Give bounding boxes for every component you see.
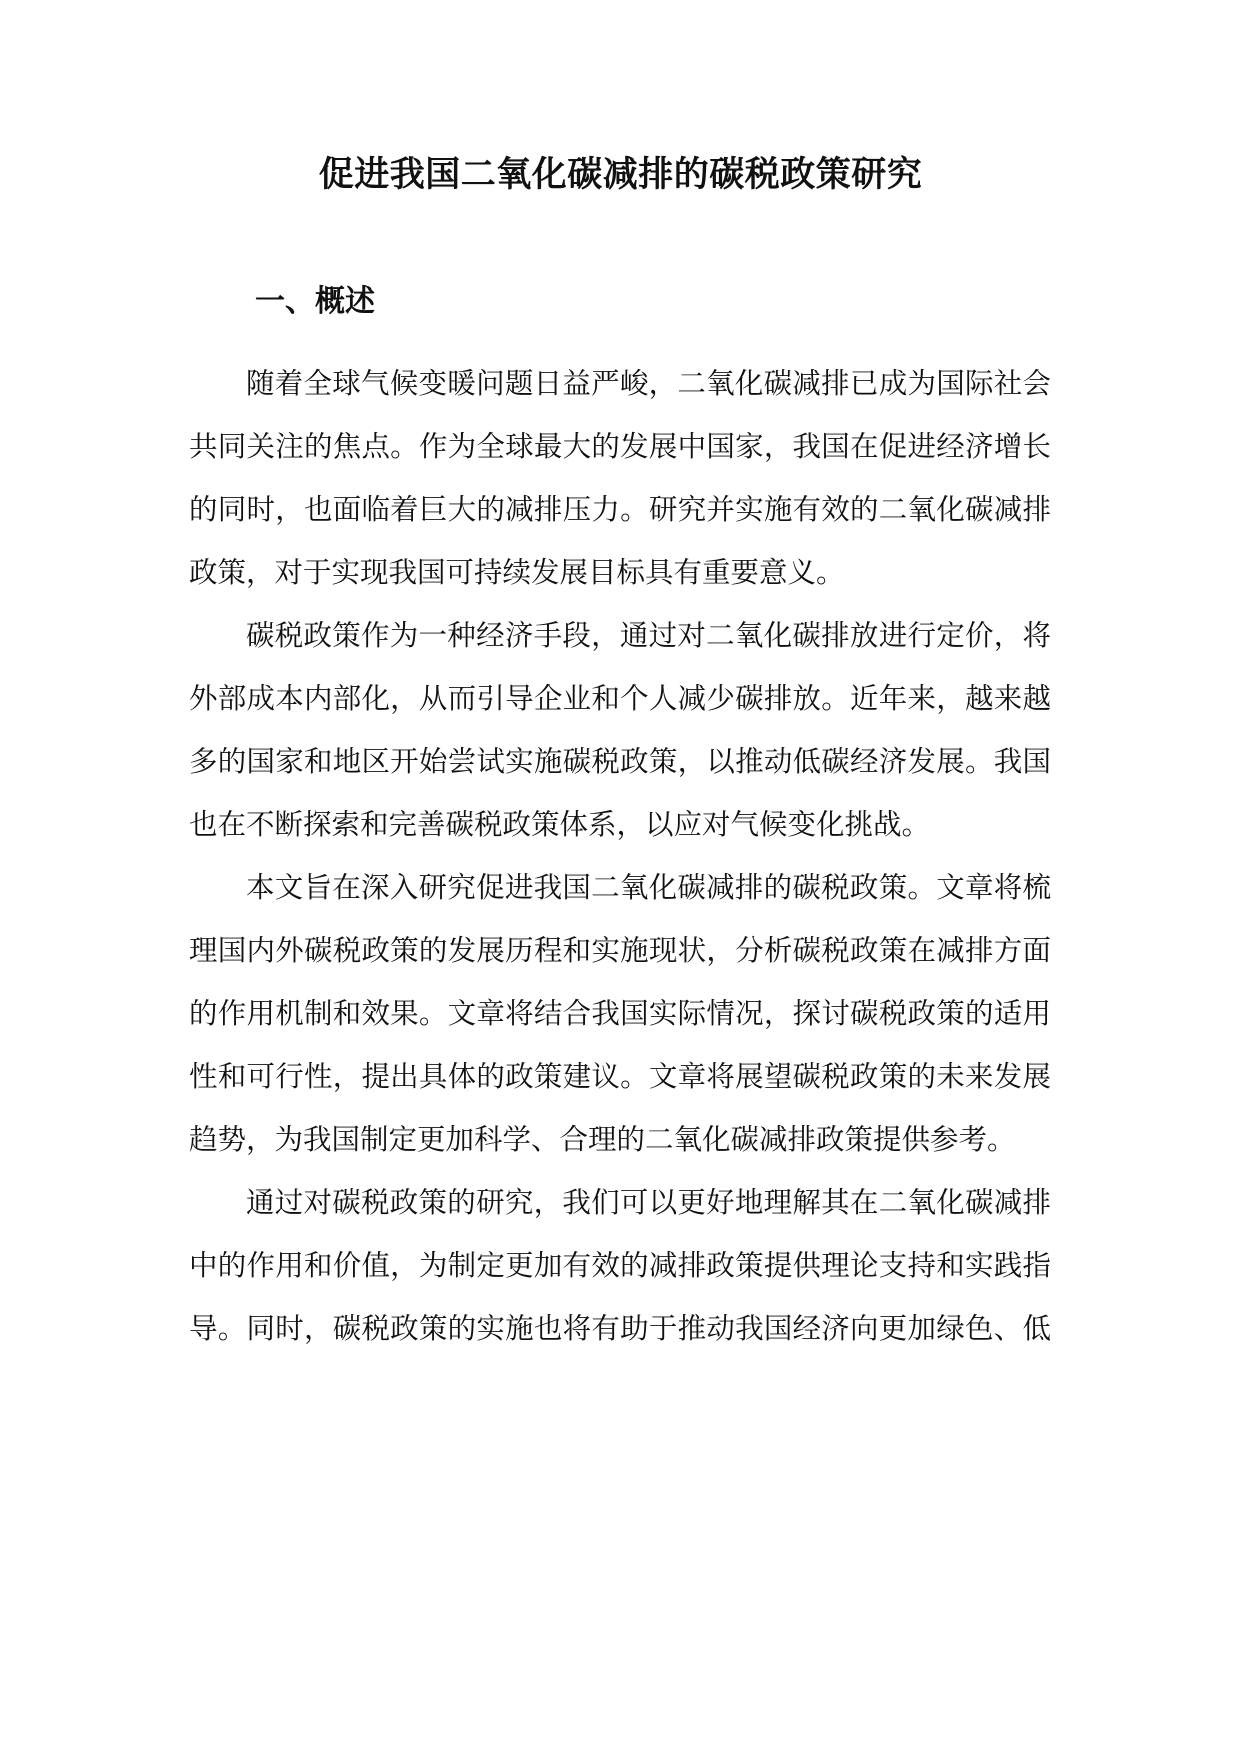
text-line: 多的国家和地区开始尝试实施碳税政策，以推动低碳经济发展。我国 [189,745,1051,778]
text-line: 随着全球气候变暖问题日益严峻，二氧化碳减排已成为国际社会 [246,367,1051,400]
text-line: 性和可行性，提出具体的政策建议。文章将展望碳税政策的未来发展 [189,1060,1051,1093]
text-line: 也在不断探索和完善碳税政策体系，以应对气候变化挑战。 [189,808,931,841]
text-line: 碳税政策作为一种经济手段，通过对二氧化碳排放进行定价，将 [246,619,1051,652]
paragraph-3 [189,866,1051,1181]
text-line: 理国内外碳税政策的发展历程和实施现状，分析碳税政策在减排方面 [189,934,1051,967]
text-line: 政策，对于实现我国可持续发展目标具有重要意义。 [189,556,845,589]
paragraph-1 [189,362,1051,614]
section-heading-overview: 一、概述 [255,284,375,319]
page-title: 促进我国二氧化碳减排的碳税政策研究 [318,154,923,195]
text-line: 趋势，为我国制定更加科学、合理的二氧化碳减排政策提供参考。 [189,1123,1016,1156]
text-line: 外部成本内部化，从而引导企业和个人减少碳排放。近年来，越来越 [189,682,1051,715]
body-text [189,362,1051,1370]
text-line: 本文旨在深入研究促进我国二氧化碳减排的碳税政策。文章将梳 [246,871,1051,904]
text-line: 导。同时，碳税政策的实施也将有助于推动我国经济向更加绿色、低 [189,1312,1051,1345]
paragraph-4 [189,1181,1051,1370]
text-line: 通过对碳税政策的研究，我们可以更好地理解其在二氧化碳减排 [246,1186,1051,1219]
text-line: 的作用机制和效果。文章将结合我国实际情况，探讨碳税政策的适用 [189,997,1051,1030]
text-line: 共同关注的焦点。作为全球最大的发展中国家，我国在促进经济增长 [189,430,1051,463]
paragraph-2 [189,614,1051,866]
text-line: 的同时，也面临着巨大的减排压力。研究并实施有效的二氧化碳减排 [189,493,1051,526]
text-line: 中的作用和价值，为制定更加有效的减排政策提供理论支持和实践指 [189,1249,1051,1282]
